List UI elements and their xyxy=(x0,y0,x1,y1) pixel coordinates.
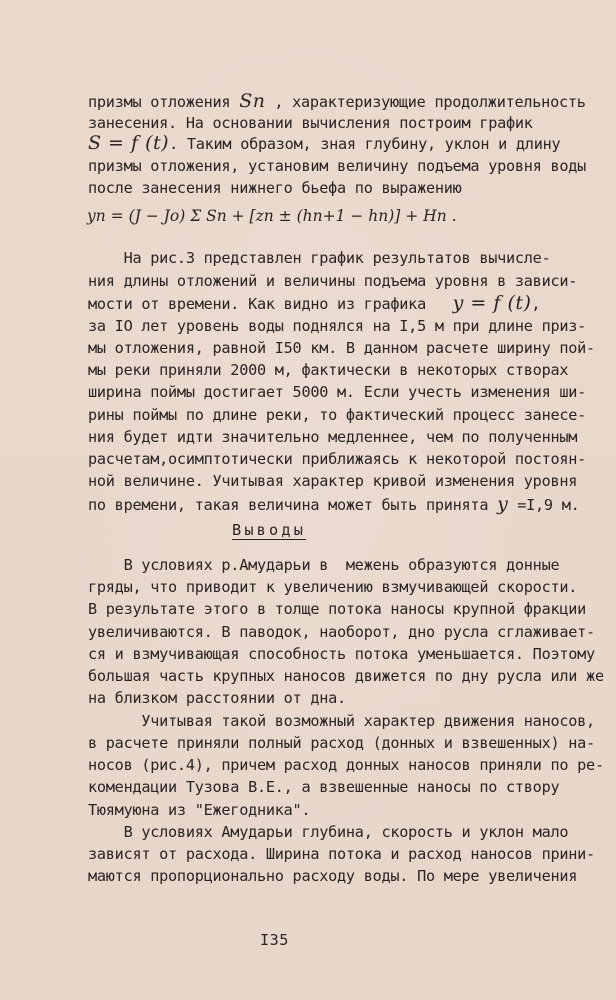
text-line xyxy=(88,777,559,797)
text-run: мы реки приняли 2000 м, фактически в некоторых створах xyxy=(88,361,569,379)
text-run: по времени, такая величина может быть принята xyxy=(88,496,498,514)
text-run: расчетам,осимптотически приближаясь к некоторой постоян- xyxy=(88,450,587,468)
text-run: зависят от расхода. Ширина потока и расход наносов прини- xyxy=(88,845,595,863)
text-line xyxy=(88,555,559,575)
handwritten-symbol: y xyxy=(497,493,509,515)
text-run: . Таким образом, зная глубину, уклон и длину xyxy=(169,135,561,153)
text-line xyxy=(88,248,550,268)
text-line xyxy=(88,822,568,842)
text-line xyxy=(88,471,577,491)
text-line xyxy=(88,316,586,336)
text-run: =I,9 м. xyxy=(508,496,580,514)
text-line xyxy=(88,755,604,775)
text-line xyxy=(88,113,533,133)
text-line xyxy=(88,293,540,314)
text-run: носов (рис.4), причем расход донных наносов приняли по ре- xyxy=(88,756,604,774)
text-line xyxy=(88,622,595,642)
text-line xyxy=(88,360,568,380)
page-number: I35 xyxy=(260,931,289,949)
text-line xyxy=(88,644,595,664)
text-line xyxy=(88,800,310,820)
text-run: В результате этого в толще потока наносы крупной фракции xyxy=(88,600,587,618)
text-line xyxy=(88,427,577,447)
text-run: рины поймы по длине реки, то фактический процесс занесе- xyxy=(88,406,587,424)
text-run: , xyxy=(531,295,541,313)
text-line xyxy=(88,338,595,358)
text-line xyxy=(88,178,462,198)
text-run: В условиях Амударьи глубина, скорость и уклон мало xyxy=(88,823,569,841)
text-run: призмы отложения, установим величину подъема уровня воды xyxy=(88,157,587,175)
text-run: мости от времени. Как видно из графика xyxy=(88,295,453,313)
text-line xyxy=(88,866,577,886)
section-heading: Выводы xyxy=(232,521,307,539)
text-line xyxy=(88,271,577,291)
text-line xyxy=(88,494,580,515)
text-run: ной величине. Учитывая характер кривой изменения уровня xyxy=(88,472,578,490)
text-run: увеличиваются. В паводок, наоборот, дно русла сглаживает- xyxy=(88,623,595,641)
text-line xyxy=(88,91,586,112)
handwritten-symbol: S = f (t) xyxy=(88,132,170,154)
text-line xyxy=(88,133,560,154)
text-line xyxy=(88,711,595,731)
text-run: ния будет идти значительно медленнее, чем по полученным xyxy=(88,428,578,446)
text-run: Тюямуюна из "Ежегодника". xyxy=(88,801,311,819)
text-line xyxy=(88,449,586,469)
text-run: после занесения нижнего бьефа по выражению xyxy=(88,179,462,197)
text-run: комендации Тузова В.Е., а взвешенные наносы по створу xyxy=(88,778,560,796)
text-run: Учитывая такой возможный характер движения наносов, xyxy=(88,712,595,730)
text-run: мы отложения, равной I50 км. В данном расчете ширину пой- xyxy=(88,339,595,357)
text-line xyxy=(88,688,346,708)
text-run: занесения. На основании вычисления построим график xyxy=(88,114,533,132)
text-run: , характеризующие продолжительность xyxy=(265,93,586,111)
text-run: в расчете приняли полный расход (донных и взвешенных) на- xyxy=(88,734,595,752)
text-line xyxy=(88,405,586,425)
text-line xyxy=(88,599,586,619)
text-run: на близком расстоянии от дна. xyxy=(88,689,346,707)
text-line xyxy=(88,577,577,597)
handwritten-formula: yn = (J − Jo) Σ Sn + [zn ± (hn+1 − hn)] + Hn . xyxy=(87,207,457,225)
text-run: гряды, что приводит к увеличению взмучивающей скорости. xyxy=(88,578,578,596)
text-run: ся и взмучивающая способность потока уменьшается. Поэтому xyxy=(88,645,595,663)
text-line xyxy=(88,382,586,402)
text-run: В условиях р.Амударьи в межень образуются донные xyxy=(88,556,560,574)
text-line xyxy=(88,156,586,176)
text-run: за IO лет уровень воды поднялся на I,5 м при длине приз- xyxy=(88,317,587,335)
text-run: призмы отложения xyxy=(88,93,240,111)
text-run: ния длины отложений и величины подъема уровня в зависи- xyxy=(88,272,578,290)
text-run: маются пропорционально расходу воды. По мере увеличения xyxy=(88,867,578,885)
text-run: большая часть крупных наносов движется по дну русла или же xyxy=(88,667,604,685)
handwritten-symbol: y = f (t) xyxy=(452,292,532,314)
text-line xyxy=(88,733,595,753)
text-line xyxy=(88,666,604,686)
text-run: ширина поймы достигает 5000 м. Если учесть изменения ши- xyxy=(88,383,587,401)
text-run: На рис.3 представлен график результатов вычисле- xyxy=(88,249,551,267)
handwritten-symbol: Sn xyxy=(239,90,266,112)
text-line xyxy=(88,844,595,864)
